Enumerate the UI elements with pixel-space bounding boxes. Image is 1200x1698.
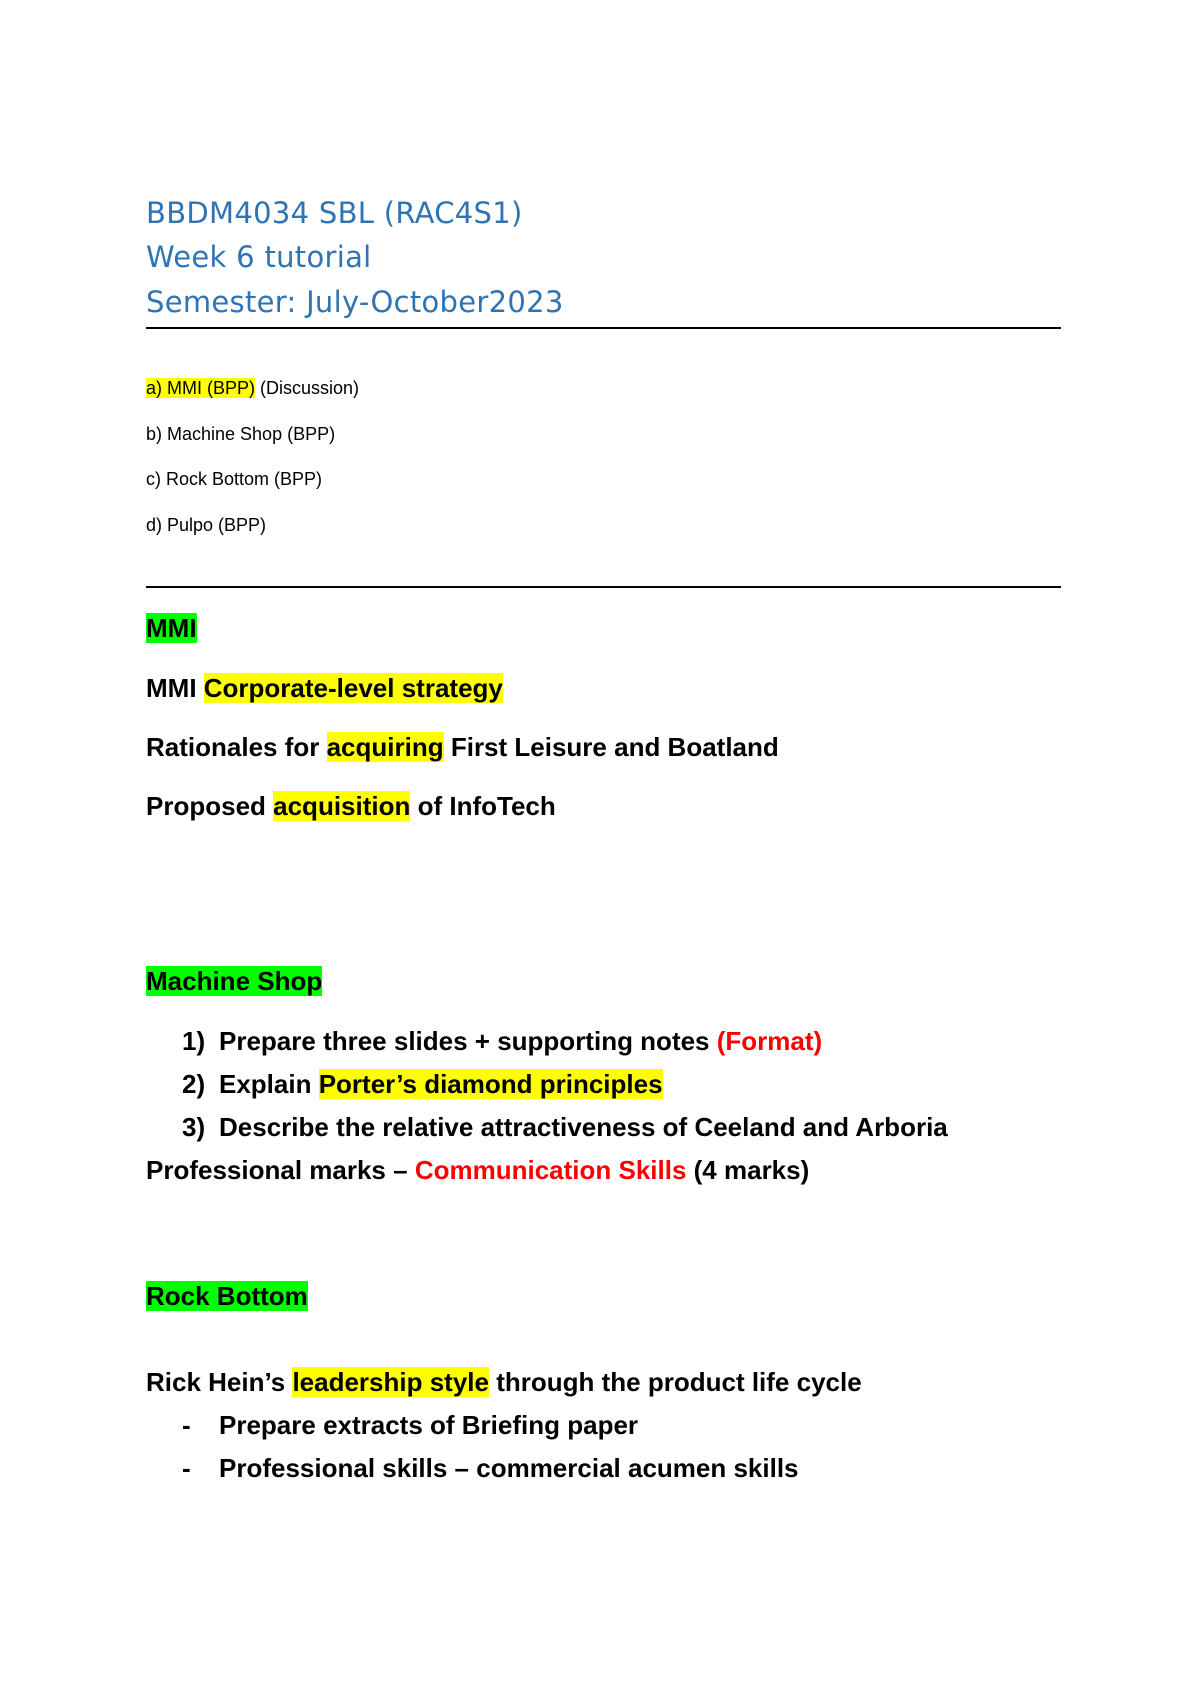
contents-divider: [146, 586, 1061, 588]
course-code-title: BBDM4034 SBL (RAC4S1): [146, 196, 523, 230]
toc-item-a-label: a) MMI (BPP): [146, 378, 256, 398]
toc-item-d: d) Pulpo (BPP): [146, 515, 267, 535]
machine-shop-item-2: 2) Explain Porter’s diamond principles: [182, 1069, 663, 1099]
machine-shop-professional-marks: Professional marks – Communication Skills (4 marks): [146, 1155, 810, 1185]
toc-item-c: c) Rock Bottom (BPP): [146, 469, 323, 489]
section-heading-machine-shop: Machine Shop: [146, 966, 323, 996]
machine-shop-item-3: 3) Describe the relative attractiveness of Ceeland and Arboria: [182, 1112, 948, 1142]
toc-item-a: [146, 378, 359, 399]
header-divider: [146, 327, 1061, 329]
machine-shop-item-1: 1) Prepare three slides + supporting notes (Format): [182, 1026, 823, 1056]
toc-item-a-note: (Discussion): [255, 378, 360, 398]
week-title: Week 6 tutorial: [146, 240, 372, 274]
mmi-line-2: Rationales for acquiring First Leisure and Boatland: [146, 732, 779, 762]
semester-title: Semester: July-October2023: [146, 285, 564, 319]
mmi-line-3: Proposed acquisition of InfoTech: [146, 791, 556, 821]
rock-bottom-bullet-2: - Professional skills – commercial acumen skills: [182, 1453, 799, 1483]
toc-item-b: b) Machine Shop (BPP): [146, 424, 336, 444]
rock-bottom-line: Rick Hein’s leadership style through the product life cycle: [146, 1367, 862, 1397]
section-heading-rock-bottom: Rock Bottom: [146, 1281, 308, 1311]
mmi-line-1: MMI Corporate-level strategy: [146, 673, 503, 703]
rock-bottom-bullet-1: - Prepare extracts of Briefing paper: [182, 1410, 639, 1440]
section-heading-mmi: MMI: [146, 613, 197, 643]
